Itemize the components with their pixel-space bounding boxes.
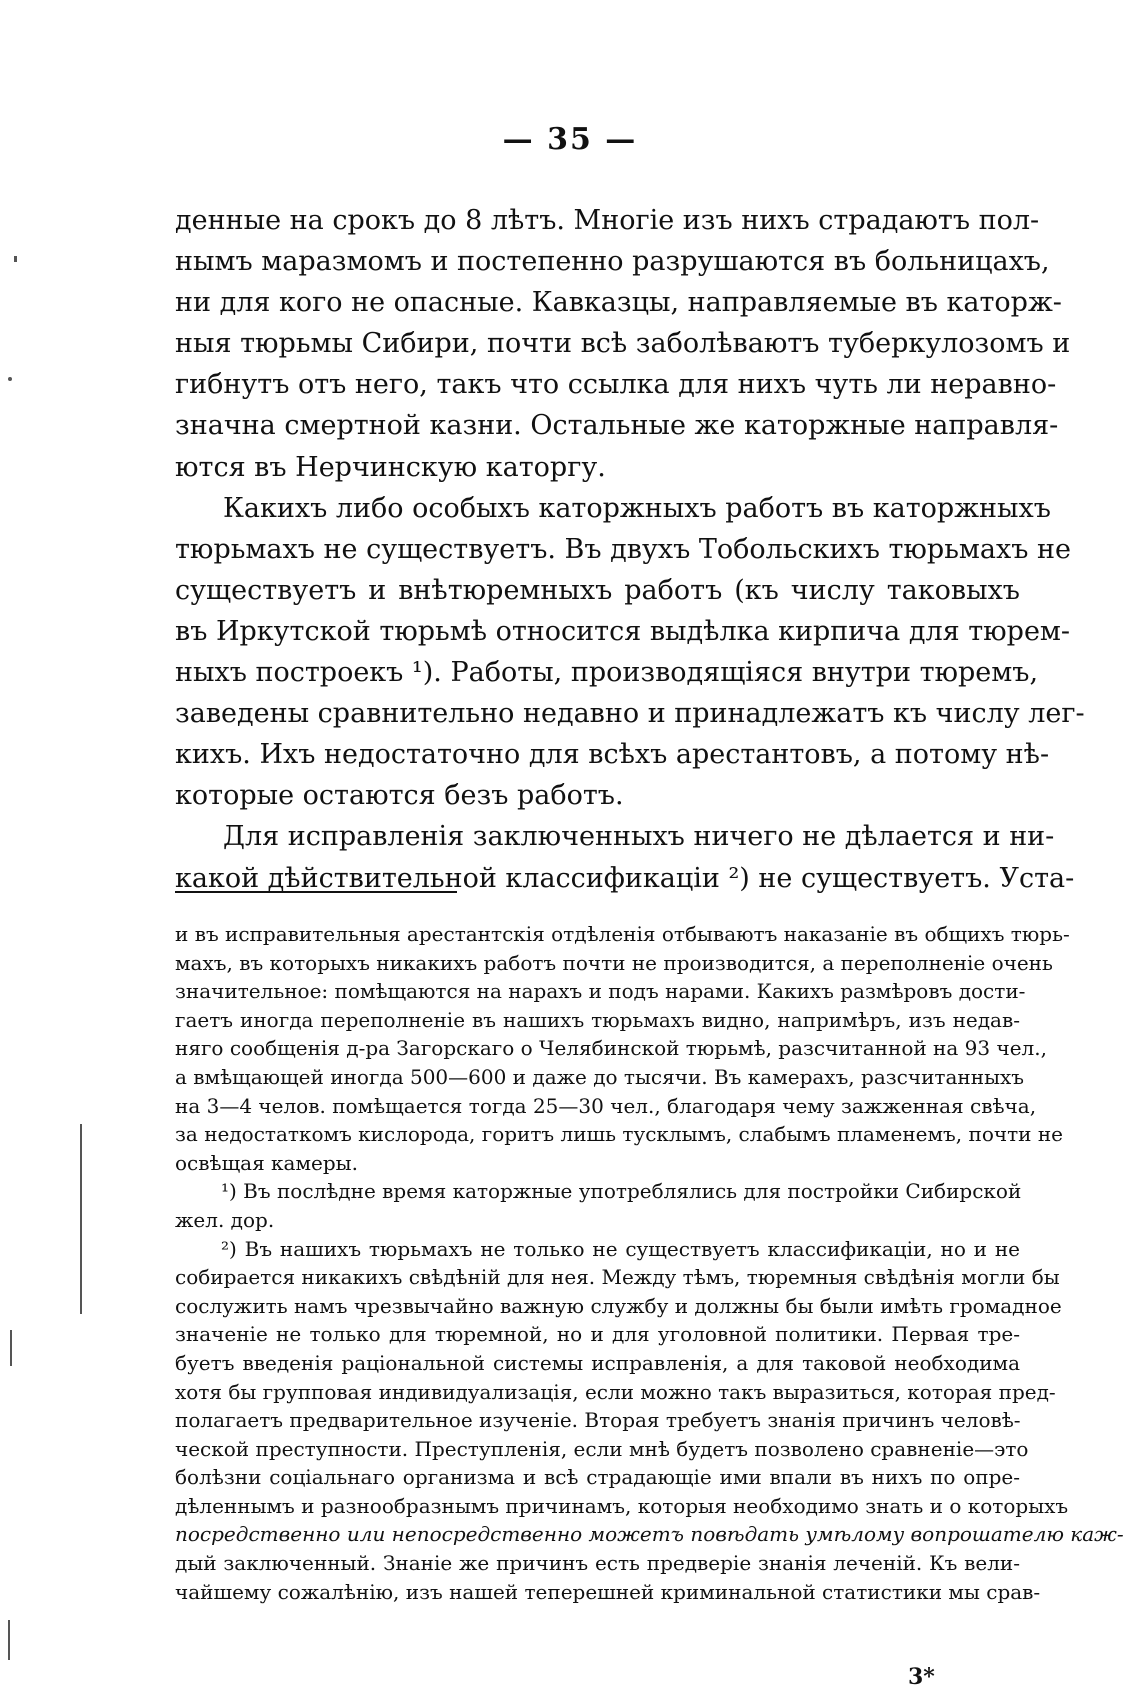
- main-line: значна смертной казни. Остальные же каторжные направля-: [175, 410, 1059, 442]
- footnote-2-line: болѣзни соціальнаго организма и всѣ страдающіе ими впали въ нихъ по опре-: [175, 1465, 1020, 1490]
- footnote-2-line: ческой преступности. Преступленія, если мнѣ будетъ позволено сравненіе—это: [175, 1436, 1029, 1461]
- main-line: какой дѣйствительной классификаціи ²) не существуетъ. Уста-: [175, 862, 1075, 894]
- margin-artifact: [10, 1330, 12, 1366]
- main-line: ныхъ построекъ ¹). Работы, производящіяся внутри тюремъ,: [175, 657, 1039, 689]
- main-text: [175, 200, 1085, 899]
- footnote-2-line: дый заключенный. Знаніе же причинъ есть предверіе знанія леченій. Къ вели-: [175, 1551, 1020, 1576]
- main-line: Какихъ либо особыхъ каторжныхъ работъ въ каторжныхъ: [223, 492, 1051, 524]
- footnote-separator: [175, 891, 457, 893]
- footnotes: [175, 920, 1124, 1606]
- footnote-2-line: собирается никакихъ свѣдѣній для нея. Между тѣмъ, тюремныя свѣдѣнія могли бы: [175, 1265, 1060, 1290]
- footnote-line: за недостаткомъ кислорода, горитъ лишь тусклымъ, слабымъ пламенемъ, почти не: [175, 1122, 1063, 1147]
- footnote-2-line: дѣленнымъ и разнообразнымъ причинамъ, которыя необходимо знать и о которыхъ: [175, 1493, 1069, 1518]
- margin-artifact: [8, 377, 12, 381]
- footnote-line: няго сообщенія д-ра Загорскаго о Челябинской тюрьмѣ, разсчитанной на 93 чел.,: [175, 1036, 1047, 1061]
- main-line: тюрьмахъ не существуетъ. Въ двухъ Тобольскихъ тюрьмахъ не: [175, 533, 1071, 565]
- footnote-2-line: чайшему сожалѣнію, изъ нашей теперешней криминальной статистики мы срав-: [175, 1579, 1041, 1604]
- margin-artifact: [14, 256, 17, 262]
- footnote-2-line: сослужить намъ чрезвычайно важную службу и должны бы были имѣть громадное: [175, 1293, 1062, 1318]
- footnote-2-line: ²) Въ нашихъ тюрьмахъ не только не существуетъ классификаціи, но и не: [221, 1236, 1020, 1261]
- main-line: гибнутъ отъ него, такъ что ссылка для нихъ чуть ли неравно-: [175, 369, 1057, 401]
- footnote-1-line: жел. дор.: [175, 1207, 275, 1232]
- page-number: — 35 —: [502, 122, 638, 157]
- footnote-line: на 3—4 челов. помѣщается тогда 25—30 чел., благодаря чему зажженная свѣча,: [175, 1093, 1037, 1118]
- main-line: нымъ маразмомъ и постепенно разрушаются въ больницахъ,: [175, 246, 1050, 278]
- footnote-line: и въ исправительныя арестантскія отдѣленія отбываютъ наказаніе въ общихъ тюрь-: [175, 922, 1070, 946]
- main-line: Для исправленія заключенныхъ ничего не дѣлается и ни-: [223, 821, 1055, 853]
- main-line: заведены сравнительно недавно и принадлежатъ къ числу лег-: [175, 698, 1085, 730]
- footnote-1-line: ¹) Въ послѣдне время каторжные употреблялись для постройки Сибирской: [221, 1179, 1022, 1204]
- footnote-2-line: значеніе не только для тюремной, но и для уголовной политики. Первая тре-: [175, 1322, 1020, 1347]
- footnote-line: значительное: помѣщаются на нарахъ и подъ нарами. Какихъ размѣровъ дости-: [175, 979, 1026, 1004]
- main-line: которые остаются безъ работъ.: [175, 780, 624, 812]
- main-line: существуетъ и внѣтюремныхъ работъ (къ числу таковыхъ: [175, 574, 1020, 606]
- margin-artifact: [8, 1620, 10, 1660]
- margin-artifact: [80, 1124, 82, 1314]
- footnote-line: махъ, въ которыхъ никакихъ работъ почти не производится, а переполненіе очень: [175, 950, 1053, 975]
- main-line: денные на срокъ до 8 лѣтъ. Многіе изъ нихъ страдаютъ пол-: [175, 205, 1040, 236]
- footnote-line: гаетъ иногда переполненіе въ нашихъ тюрьмахъ видно, напримѣръ, изъ недав-: [175, 1007, 1020, 1032]
- footnote-2-line: буетъ введенія раціональной системы исправленія, а для таковой необходима: [175, 1350, 1020, 1375]
- main-line: ются въ Нерчинскую каторгу.: [175, 451, 606, 483]
- signature-mark: 3*: [908, 1664, 935, 1690]
- main-line: въ Иркутской тюрьмѣ относится выдѣлка кирпича для тюрем-: [175, 615, 1071, 647]
- footnote-2-line: полагаетъ предварительное изученіе. Вторая требуетъ знанія причинъ человѣ-: [175, 1408, 1021, 1433]
- footnote-line: освѣщая камеры.: [175, 1150, 358, 1175]
- footnote-2-line: хотя бы групповая индивидуализація, если можно такъ выразиться, которая пред-: [175, 1379, 1056, 1404]
- footnote-2-line: посредственно или непосредственно можетъ повѣдать умѣлому вопрошателю каж-: [175, 1522, 1124, 1547]
- main-line: ни для кого не опасные. Кавказцы, направляемые въ каторж-: [175, 287, 1062, 319]
- main-line: ныя тюрьмы Сибири, почти всѣ заболѣваютъ туберкулозомъ и: [175, 328, 1071, 360]
- main-line: кихъ. Ихъ недостаточно для всѣхъ арестантовъ, а потому нѣ-: [175, 739, 1050, 771]
- footnote-line: а вмѣщающей иногда 500—600 и даже до тысячи. Въ камерахъ, разсчитанныхъ: [175, 1064, 1024, 1089]
